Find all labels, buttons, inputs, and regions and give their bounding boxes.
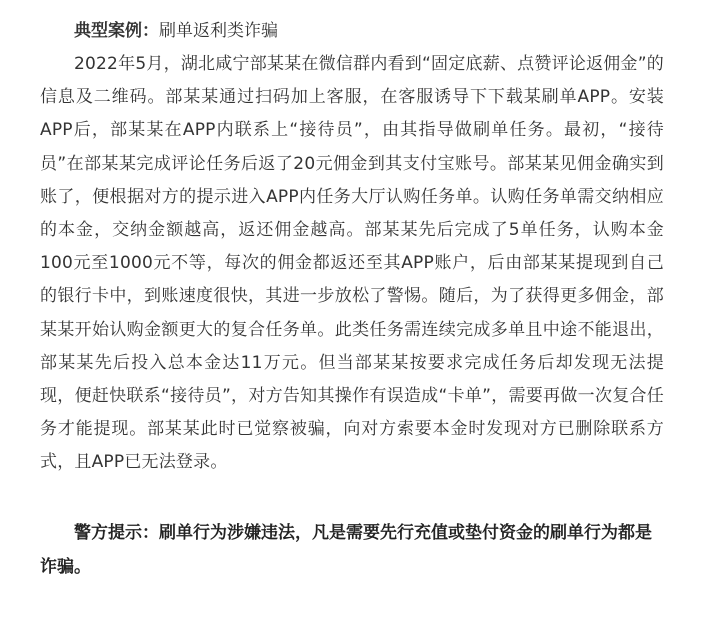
- police-warning: 警方提示：刷单行为涉嫌违法，凡是需要先行充值或垫付资金的刷单行为都是诈骗。: [40, 522, 652, 577]
- case-body-paragraph: 2022年5月，湖北咸宁部某某在微信群内看到“固定底薪、点赞评论返佣金”的信息及二维码。部某某通过扫码加上客服，在客服诱导下下载某刷单APP。安装APP后，部某某在APP内联系上“接待员”，由其指导做刷单任务。最初，“接待员”在部某某完成评论任务后返了20元佣金到其支付宝账号。部某某见佣金确实到账了，便根据对方的提示进入APP内任务大厅认购任务单。认购任务单需交纳相应的本金，交纳金额越高，返还佣金越高。部某某先后完成了5单任务，认购本金100元至1000元不等，每次的佣金都返还至其APP账户，后由部某某提现到自己的银行卡中，到账速度很快，其进一步放松了警惕。随后，为了获得更多佣金，部某某开始认购金额更大的复合任务单。此类任务需连续完成多单且中途不能退出，部某某先后投入总本金达11万元。但当部某某按要求完成任务后却发现无法提现，便赶快联系“接待员”，对方告知其操作有误造成“卡单”，需要再做一次复合任务才能提现。部某某此时已觉察被骗，向对方索要本金时发现对方已删除联系方式，且APP已无法登录。: [40, 54, 664, 473]
- paragraph-gap: [40, 480, 664, 516]
- case-heading-label: 典型案例：: [74, 21, 159, 41]
- case-heading: [40, 14, 664, 48]
- case-heading-text: 刷单返利类诈骗: [159, 21, 278, 41]
